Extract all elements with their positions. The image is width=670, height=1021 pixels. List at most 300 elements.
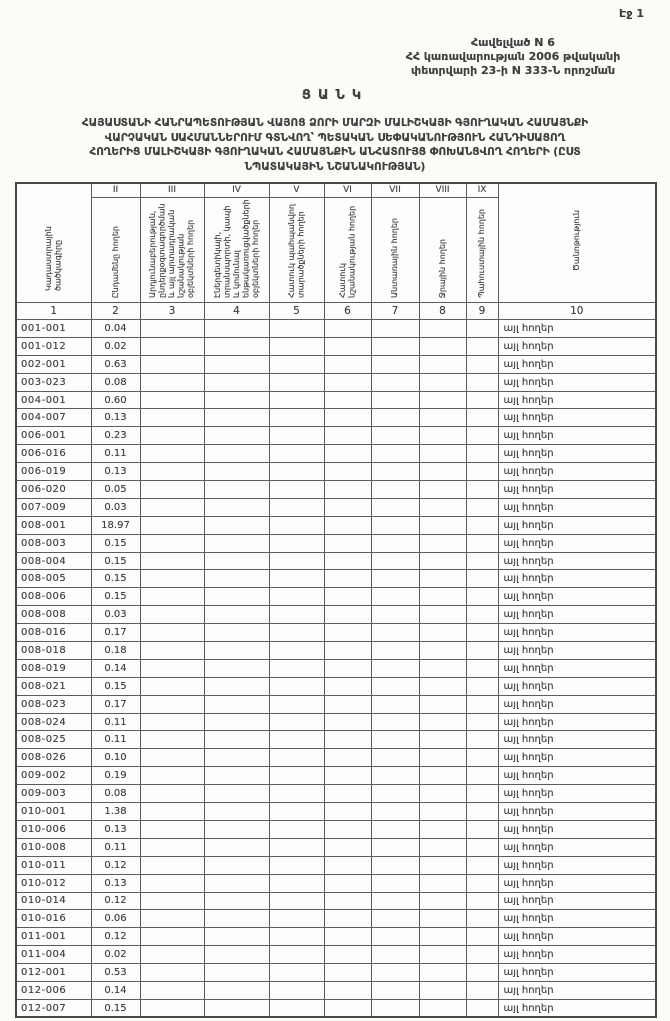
empty-cell-forest bbox=[371, 534, 419, 552]
empty-cell-forest bbox=[371, 498, 419, 516]
empty-cell-industrial bbox=[140, 606, 204, 624]
empty-cell-water bbox=[419, 606, 466, 624]
empty-cell-protected bbox=[269, 874, 324, 892]
empty-cell-water bbox=[419, 659, 466, 677]
empty-cell-protected bbox=[269, 409, 324, 427]
empty-cell-protected bbox=[269, 785, 324, 803]
table-row bbox=[16, 427, 656, 445]
empty-cell-water bbox=[419, 498, 466, 516]
empty-cell-industrial bbox=[140, 677, 204, 695]
cadastral-code-cell: 012-006 bbox=[16, 981, 91, 999]
total-land-value-cell: 0.06 bbox=[91, 910, 140, 928]
header-total-lands-label: Ընդամենը հողեր bbox=[110, 225, 120, 298]
colnum-10: 10 bbox=[498, 303, 656, 320]
note-cell: այլ հողեր bbox=[498, 749, 656, 767]
total-land-value-cell: 18.97 bbox=[91, 516, 140, 534]
table-row bbox=[16, 659, 656, 677]
colnum-3: 3 bbox=[140, 303, 204, 320]
empty-cell-energy bbox=[204, 642, 269, 660]
empty-cell-industrial bbox=[140, 516, 204, 534]
total-land-value-cell: 0.08 bbox=[91, 373, 140, 391]
empty-cell-special bbox=[324, 731, 371, 749]
cadastral-code-cell: 003-023 bbox=[16, 373, 91, 391]
table-row bbox=[16, 695, 656, 713]
cadastral-code-cell: 010-006 bbox=[16, 820, 91, 838]
empty-cell-energy bbox=[204, 749, 269, 767]
empty-cell-forest bbox=[371, 964, 419, 982]
empty-cell-forest bbox=[371, 713, 419, 731]
empty-cell-special bbox=[324, 427, 371, 445]
table-row bbox=[16, 964, 656, 982]
empty-cell-protected bbox=[269, 642, 324, 660]
empty-cell-protected bbox=[269, 481, 324, 499]
empty-cell-special bbox=[324, 659, 371, 677]
empty-cell-industrial bbox=[140, 373, 204, 391]
cadastral-code-cell: 008-008 bbox=[16, 606, 91, 624]
total-land-value-cell: 0.13 bbox=[91, 874, 140, 892]
note-cell: այլ հողեր bbox=[498, 427, 656, 445]
empty-cell-energy bbox=[204, 427, 269, 445]
total-land-value-cell: 0.10 bbox=[91, 749, 140, 767]
empty-cell-special bbox=[324, 910, 371, 928]
total-land-value-cell: 1.38 bbox=[91, 803, 140, 821]
empty-cell-energy bbox=[204, 516, 269, 534]
table-row bbox=[16, 552, 656, 570]
empty-cell-industrial bbox=[140, 713, 204, 731]
empty-cell-reserve bbox=[466, 355, 498, 373]
header-reserve-lands bbox=[466, 198, 498, 303]
empty-cell-protected bbox=[269, 445, 324, 463]
empty-cell-water bbox=[419, 749, 466, 767]
subtitle-line-2: ՎԱՐՉԱԿԱՆ ՍԱՀՄԱՆՆԵՐՈՒՄ ԳՏՆՎՈՂ՝ ՊԵՏԱԿԱՆ ՍԵՓԱԿԱՆՈՒԹՅՈՒՆ ՀԱՆԴԻՍԱՑՈՂ bbox=[104, 131, 566, 144]
total-land-value-cell: 0.19 bbox=[91, 767, 140, 785]
total-land-value-cell: 0.15 bbox=[91, 570, 140, 588]
empty-cell-water bbox=[419, 910, 466, 928]
empty-cell-industrial bbox=[140, 820, 204, 838]
table-row bbox=[16, 463, 656, 481]
header-protected-area-lands-label: Հատուկ պահպանվող տարածքների հողեր bbox=[287, 204, 306, 298]
empty-cell-water bbox=[419, 463, 466, 481]
empty-cell-water bbox=[419, 803, 466, 821]
empty-cell-protected bbox=[269, 731, 324, 749]
total-land-value-cell: 0.11 bbox=[91, 731, 140, 749]
empty-cell-protected bbox=[269, 767, 324, 785]
total-land-value-cell: 0.23 bbox=[91, 427, 140, 445]
empty-cell-energy bbox=[204, 946, 269, 964]
empty-cell-forest bbox=[371, 731, 419, 749]
cadastral-code-cell: 008-016 bbox=[16, 624, 91, 642]
note-cell: այլ հողեր bbox=[498, 785, 656, 803]
empty-cell-industrial bbox=[140, 463, 204, 481]
table-row bbox=[16, 803, 656, 821]
table-row bbox=[16, 624, 656, 642]
table-row bbox=[16, 767, 656, 785]
table-row bbox=[16, 820, 656, 838]
total-land-value-cell: 0.15 bbox=[91, 588, 140, 606]
table-row bbox=[16, 481, 656, 499]
empty-cell-protected bbox=[269, 820, 324, 838]
empty-cell-reserve bbox=[466, 552, 498, 570]
header-energy-transport-lands-label: Էներգետիկայի, տրանսպորտի, կապի և կոմունալ ենթակառուցվածքների օբյեկտների հողեր bbox=[212, 199, 260, 298]
empty-cell-energy bbox=[204, 856, 269, 874]
empty-cell-energy bbox=[204, 463, 269, 481]
empty-cell-energy bbox=[204, 409, 269, 427]
empty-cell-reserve bbox=[466, 820, 498, 838]
empty-cell-water bbox=[419, 946, 466, 964]
empty-cell-reserve bbox=[466, 749, 498, 767]
table-row bbox=[16, 642, 656, 660]
roman-viii: VIII bbox=[419, 183, 466, 198]
empty-cell-reserve bbox=[466, 570, 498, 588]
empty-cell-special bbox=[324, 981, 371, 999]
empty-cell-industrial bbox=[140, 642, 204, 660]
empty-cell-energy bbox=[204, 695, 269, 713]
empty-cell-reserve bbox=[466, 534, 498, 552]
empty-cell-energy bbox=[204, 999, 269, 1017]
empty-cell-reserve bbox=[466, 731, 498, 749]
empty-cell-special bbox=[324, 570, 371, 588]
note-cell: այլ հողեր bbox=[498, 588, 656, 606]
empty-cell-special bbox=[324, 373, 371, 391]
colnum-8: 8 bbox=[419, 303, 466, 320]
table-row bbox=[16, 409, 656, 427]
roman-v: V bbox=[269, 183, 324, 198]
table-row bbox=[16, 534, 656, 552]
empty-cell-forest bbox=[371, 856, 419, 874]
colnum-1: 1 bbox=[16, 303, 91, 320]
empty-cell-industrial bbox=[140, 320, 204, 338]
empty-cell-special bbox=[324, 337, 371, 355]
cadastral-code-cell: 006-019 bbox=[16, 463, 91, 481]
total-land-value-cell: 0.05 bbox=[91, 481, 140, 499]
empty-cell-forest bbox=[371, 391, 419, 409]
cadastral-code-cell: 010-012 bbox=[16, 874, 91, 892]
empty-cell-energy bbox=[204, 659, 269, 677]
empty-cell-industrial bbox=[140, 803, 204, 821]
empty-cell-protected bbox=[269, 534, 324, 552]
empty-cell-industrial bbox=[140, 767, 204, 785]
total-land-value-cell: 0.11 bbox=[91, 713, 140, 731]
empty-cell-water bbox=[419, 677, 466, 695]
table-row bbox=[16, 320, 656, 338]
empty-cell-forest bbox=[371, 803, 419, 821]
note-cell: այլ հողեր bbox=[498, 964, 656, 982]
empty-cell-protected bbox=[269, 695, 324, 713]
table-row bbox=[16, 838, 656, 856]
empty-cell-protected bbox=[269, 910, 324, 928]
empty-cell-energy bbox=[204, 767, 269, 785]
empty-cell-special bbox=[324, 820, 371, 838]
empty-cell-protected bbox=[269, 803, 324, 821]
empty-cell-reserve bbox=[466, 391, 498, 409]
header-special-purpose-lands bbox=[324, 198, 371, 303]
roman-vii: VII bbox=[371, 183, 419, 198]
colnum-4: 4 bbox=[204, 303, 269, 320]
empty-cell-special bbox=[324, 874, 371, 892]
empty-cell-water bbox=[419, 552, 466, 570]
empty-cell-special bbox=[324, 642, 371, 660]
empty-cell-water bbox=[419, 373, 466, 391]
empty-cell-special bbox=[324, 355, 371, 373]
empty-cell-industrial bbox=[140, 445, 204, 463]
empty-cell-reserve bbox=[466, 624, 498, 642]
empty-cell-industrial bbox=[140, 838, 204, 856]
note-cell: այլ հողեր bbox=[498, 892, 656, 910]
empty-cell-special bbox=[324, 498, 371, 516]
cadastral-code-cell: 008-001 bbox=[16, 516, 91, 534]
empty-cell-water bbox=[419, 409, 466, 427]
empty-cell-forest bbox=[371, 642, 419, 660]
cadastral-code-cell: 008-023 bbox=[16, 695, 91, 713]
empty-cell-water bbox=[419, 713, 466, 731]
header-cadastral-code-label: Կադաստրային ծածկագիրը bbox=[44, 225, 63, 291]
empty-cell-industrial bbox=[140, 534, 204, 552]
note-cell: այլ հողեր bbox=[498, 910, 656, 928]
header-total-lands bbox=[91, 198, 140, 303]
empty-cell-protected bbox=[269, 981, 324, 999]
colnum-7: 7 bbox=[371, 303, 419, 320]
empty-cell-energy bbox=[204, 337, 269, 355]
empty-cell-forest bbox=[371, 749, 419, 767]
empty-cell-protected bbox=[269, 498, 324, 516]
total-land-value-cell: 0.63 bbox=[91, 355, 140, 373]
empty-cell-special bbox=[324, 391, 371, 409]
empty-cell-energy bbox=[204, 820, 269, 838]
empty-cell-energy bbox=[204, 481, 269, 499]
appendix-line-2: ՀՀ կառավարության 2006 թվականի bbox=[405, 50, 621, 63]
empty-cell-forest bbox=[371, 606, 419, 624]
land-transfer-table-wrap bbox=[15, 182, 657, 1018]
empty-cell-special bbox=[324, 677, 371, 695]
empty-cell-industrial bbox=[140, 928, 204, 946]
empty-cell-special bbox=[324, 606, 371, 624]
total-land-value-cell: 0.17 bbox=[91, 624, 140, 642]
empty-cell-special bbox=[324, 946, 371, 964]
empty-cell-protected bbox=[269, 552, 324, 570]
header-industrial-lands-label: Արդյունաբերության, ընդերքօգտագործման և այլ արտադրական նշանակության օբյեկտների հողեր bbox=[148, 203, 196, 298]
empty-cell-water bbox=[419, 570, 466, 588]
total-land-value-cell: 0.03 bbox=[91, 606, 140, 624]
note-cell: այլ հողեր bbox=[498, 820, 656, 838]
table-row bbox=[16, 892, 656, 910]
table-row bbox=[16, 946, 656, 964]
empty-cell-forest bbox=[371, 892, 419, 910]
empty-cell-water bbox=[419, 981, 466, 999]
total-land-value-cell: 0.13 bbox=[91, 820, 140, 838]
empty-cell-reserve bbox=[466, 767, 498, 785]
empty-cell-water bbox=[419, 355, 466, 373]
empty-cell-water bbox=[419, 767, 466, 785]
note-cell: այլ հողեր bbox=[498, 337, 656, 355]
cadastral-code-cell: 012-001 bbox=[16, 964, 91, 982]
empty-cell-forest bbox=[371, 588, 419, 606]
note-cell: այլ հողեր bbox=[498, 999, 656, 1017]
empty-cell-reserve bbox=[466, 695, 498, 713]
note-cell: այլ հողեր bbox=[498, 659, 656, 677]
empty-cell-protected bbox=[269, 391, 324, 409]
empty-cell-special bbox=[324, 463, 371, 481]
table-row bbox=[16, 749, 656, 767]
empty-cell-water bbox=[419, 534, 466, 552]
empty-cell-industrial bbox=[140, 391, 204, 409]
empty-cell-protected bbox=[269, 999, 324, 1017]
note-cell: այլ հողեր bbox=[498, 498, 656, 516]
empty-cell-special bbox=[324, 749, 371, 767]
empty-cell-reserve bbox=[466, 928, 498, 946]
table-row bbox=[16, 713, 656, 731]
empty-cell-forest bbox=[371, 999, 419, 1017]
empty-cell-forest bbox=[371, 337, 419, 355]
total-land-value-cell: 0.12 bbox=[91, 856, 140, 874]
empty-cell-water bbox=[419, 445, 466, 463]
total-land-value-cell: 0.53 bbox=[91, 964, 140, 982]
cadastral-code-cell: 006-020 bbox=[16, 481, 91, 499]
total-land-value-cell: 0.12 bbox=[91, 928, 140, 946]
empty-cell-forest bbox=[371, 910, 419, 928]
empty-cell-industrial bbox=[140, 999, 204, 1017]
cadastral-code-cell: 001-001 bbox=[16, 320, 91, 338]
empty-cell-special bbox=[324, 445, 371, 463]
note-cell: այլ հողեր bbox=[498, 552, 656, 570]
empty-cell-protected bbox=[269, 320, 324, 338]
empty-cell-reserve bbox=[466, 946, 498, 964]
empty-cell-energy bbox=[204, 606, 269, 624]
empty-cell-industrial bbox=[140, 981, 204, 999]
empty-cell-reserve bbox=[466, 892, 498, 910]
empty-cell-industrial bbox=[140, 856, 204, 874]
empty-cell-energy bbox=[204, 320, 269, 338]
cadastral-code-cell: 007-009 bbox=[16, 498, 91, 516]
empty-cell-industrial bbox=[140, 427, 204, 445]
empty-cell-protected bbox=[269, 946, 324, 964]
empty-cell-energy bbox=[204, 624, 269, 642]
empty-cell-energy bbox=[204, 910, 269, 928]
empty-cell-special bbox=[324, 713, 371, 731]
cadastral-code-cell: 009-002 bbox=[16, 767, 91, 785]
total-land-value-cell: 0.18 bbox=[91, 642, 140, 660]
total-land-value-cell: 0.14 bbox=[91, 981, 140, 999]
empty-cell-industrial bbox=[140, 659, 204, 677]
empty-cell-energy bbox=[204, 713, 269, 731]
header-note-label: Ծանոթություն bbox=[572, 210, 581, 271]
empty-cell-energy bbox=[204, 838, 269, 856]
header-protected-area-lands bbox=[269, 198, 324, 303]
empty-cell-forest bbox=[371, 624, 419, 642]
empty-cell-special bbox=[324, 320, 371, 338]
header-water-lands-label: Ջրային հողեր bbox=[437, 238, 447, 298]
header-energy-transport-lands bbox=[204, 198, 269, 303]
empty-cell-reserve bbox=[466, 373, 498, 391]
empty-cell-industrial bbox=[140, 731, 204, 749]
empty-cell-forest bbox=[371, 838, 419, 856]
note-cell: այլ հողեր bbox=[498, 767, 656, 785]
total-land-value-cell: 0.12 bbox=[91, 892, 140, 910]
table-row bbox=[16, 677, 656, 695]
header-forest-lands-label: Անտառային հողեր bbox=[390, 218, 400, 298]
empty-cell-energy bbox=[204, 391, 269, 409]
empty-cell-energy bbox=[204, 731, 269, 749]
cadastral-code-cell: 008-018 bbox=[16, 642, 91, 660]
empty-cell-water bbox=[419, 731, 466, 749]
note-cell: այլ հողեր bbox=[498, 409, 656, 427]
cadastral-code-cell: 008-005 bbox=[16, 570, 91, 588]
table-row bbox=[16, 874, 656, 892]
empty-cell-industrial bbox=[140, 498, 204, 516]
cadastral-code-cell: 010-011 bbox=[16, 856, 91, 874]
empty-cell-industrial bbox=[140, 892, 204, 910]
empty-cell-special bbox=[324, 892, 371, 910]
note-cell: այլ հողեր bbox=[498, 731, 656, 749]
empty-cell-special bbox=[324, 409, 371, 427]
total-land-value-cell: 0.15 bbox=[91, 552, 140, 570]
empty-cell-energy bbox=[204, 570, 269, 588]
table-row bbox=[16, 355, 656, 373]
empty-cell-forest bbox=[371, 552, 419, 570]
table-row bbox=[16, 570, 656, 588]
empty-cell-energy bbox=[204, 552, 269, 570]
subtitle-line-1: ՀԱՅԱՍՏԱՆԻ ՀԱՆՐԱՊԵՏՈՒԹՅԱՆ ՎԱՅՈՑ ՁՈՐԻ ՄԱՐԶԻ ՄԱԼԻՇԿԱՅԻ ԳՅՈՒՂԱԿԱՆ ՀԱՄԱՅՆՔԻ bbox=[81, 117, 589, 129]
total-land-value-cell: 0.04 bbox=[91, 320, 140, 338]
empty-cell-forest bbox=[371, 928, 419, 946]
empty-cell-water bbox=[419, 588, 466, 606]
table-row bbox=[16, 516, 656, 534]
subtitle-line-4: ՆՊԱՏԱԿԱՅԻՆ ՆՇԱՆԱԿՈՒԹՅԱՆ) bbox=[244, 160, 426, 173]
table-row bbox=[16, 785, 656, 803]
empty-cell-industrial bbox=[140, 481, 204, 499]
empty-cell-forest bbox=[371, 320, 419, 338]
empty-cell-energy bbox=[204, 677, 269, 695]
empty-cell-protected bbox=[269, 570, 324, 588]
header-note bbox=[498, 183, 656, 303]
empty-cell-reserve bbox=[466, 964, 498, 982]
empty-cell-water bbox=[419, 999, 466, 1017]
empty-cell-water bbox=[419, 928, 466, 946]
empty-cell-special bbox=[324, 588, 371, 606]
empty-cell-reserve bbox=[466, 606, 498, 624]
empty-cell-industrial bbox=[140, 552, 204, 570]
empty-cell-energy bbox=[204, 964, 269, 982]
empty-cell-reserve bbox=[466, 677, 498, 695]
table-row bbox=[16, 337, 656, 355]
roman-ix: IX bbox=[466, 183, 498, 198]
note-cell: այլ հողեր bbox=[498, 981, 656, 999]
cadastral-code-cell: 004-001 bbox=[16, 391, 91, 409]
note-cell: այլ հողեր bbox=[498, 570, 656, 588]
cadastral-code-cell: 008-021 bbox=[16, 677, 91, 695]
empty-cell-reserve bbox=[466, 910, 498, 928]
cadastral-code-cell: 002-001 bbox=[16, 355, 91, 373]
total-land-value-cell: 0.15 bbox=[91, 999, 140, 1017]
note-cell: այլ հողեր bbox=[498, 713, 656, 731]
note-cell: այլ հողեր bbox=[498, 874, 656, 892]
header-cadastral-code bbox=[16, 183, 91, 303]
empty-cell-special bbox=[324, 785, 371, 803]
header-forest-lands bbox=[371, 198, 419, 303]
empty-cell-water bbox=[419, 391, 466, 409]
empty-cell-water bbox=[419, 427, 466, 445]
cadastral-code-cell: 008-026 bbox=[16, 749, 91, 767]
total-land-value-cell: 0.11 bbox=[91, 838, 140, 856]
cadastral-code-cell: 006-001 bbox=[16, 427, 91, 445]
empty-cell-reserve bbox=[466, 659, 498, 677]
cadastral-code-cell: 010-016 bbox=[16, 910, 91, 928]
empty-cell-industrial bbox=[140, 588, 204, 606]
header-industrial-lands bbox=[140, 198, 204, 303]
note-cell: այլ հողեր bbox=[498, 463, 656, 481]
empty-cell-special bbox=[324, 964, 371, 982]
empty-cell-forest bbox=[371, 409, 419, 427]
empty-cell-energy bbox=[204, 373, 269, 391]
